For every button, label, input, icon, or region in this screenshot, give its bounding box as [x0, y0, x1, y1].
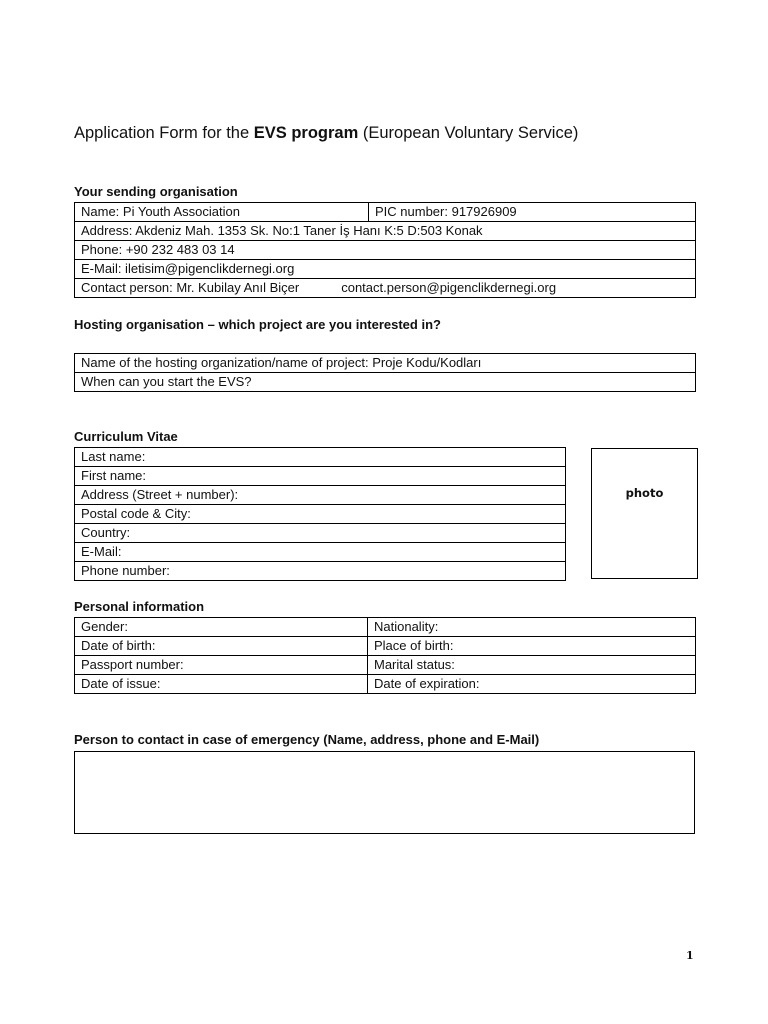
table-row: [75, 524, 566, 543]
table-row: [75, 562, 566, 581]
date-of-expiration-cell[interactable]: Date of expiration:: [368, 675, 696, 694]
cv-postal-cell[interactable]: Postal code & City:: [75, 505, 566, 524]
table-row: [75, 354, 696, 373]
cv-phone-cell[interactable]: Phone number:: [75, 562, 566, 581]
sending-phone-cell[interactable]: Phone: +90 232 483 03 14: [75, 241, 696, 260]
page-title-suffix: (European Voluntary Service): [358, 124, 579, 142]
table-row: [75, 618, 696, 637]
cv-address-cell[interactable]: Address (Street + number):: [75, 486, 566, 505]
sending-organisation-table: [74, 202, 696, 298]
table-row: [75, 260, 696, 279]
sending-name-cell[interactable]: Name: Pi Youth Association: [75, 203, 369, 222]
table-row: [75, 373, 696, 392]
table-row: [75, 675, 696, 694]
personal-information-heading: Personal information: [74, 599, 205, 614]
sending-email-cell[interactable]: E-Mail: iletisim@pigenclikdernegi.org: [75, 260, 696, 279]
contact-person-text: Contact person: Mr. Kubilay Anıl Biçer: [81, 280, 300, 295]
page-number: 1: [686, 949, 694, 962]
page-title-prefix: Application Form for the: [74, 124, 254, 142]
table-row: [75, 486, 566, 505]
hosting-start-cell[interactable]: When can you start the EVS?: [75, 373, 696, 392]
nationality-cell[interactable]: Nationality:: [368, 618, 696, 637]
hosting-organisation-table: [74, 353, 696, 392]
table-row: [75, 505, 566, 524]
emergency-contact-heading: Person to contact in case of emergency (Name, address, phone and E-Mail): [74, 732, 540, 747]
page-title: [74, 124, 578, 143]
table-row: [75, 467, 566, 486]
cv-email-cell[interactable]: E-Mail:: [75, 543, 566, 562]
table-row: [75, 279, 696, 298]
cv-table: [74, 447, 566, 581]
hosting-project-cell[interactable]: Name of the hosting organization/name of project: Proje Kodu/Kodları: [75, 354, 696, 373]
personal-information-table: [74, 617, 696, 694]
table-row: [75, 448, 566, 467]
table-row: [75, 543, 566, 562]
table-row: [75, 241, 696, 260]
date-of-issue-cell[interactable]: Date of issue:: [75, 675, 368, 694]
sending-organisation-heading: Your sending organisation: [74, 184, 238, 199]
cv-first-name-cell[interactable]: First name:: [75, 467, 566, 486]
page-title-bold: EVS program: [253, 124, 359, 142]
contact-email-text: contact.person@pigenclikdernegi.org: [341, 280, 557, 295]
marital-status-cell[interactable]: Marital status:: [368, 656, 696, 675]
sending-address-cell[interactable]: Address: Akdeniz Mah. 1353 Sk. No:1 Taner İş Hanı K:5 D:503 Konak: [75, 222, 696, 241]
gender-cell[interactable]: Gender:: [75, 618, 368, 637]
passport-number-cell[interactable]: Passport number:: [75, 656, 368, 675]
table-row: [75, 203, 696, 222]
cv-heading: Curriculum Vitae: [74, 429, 178, 444]
photo-label: photo: [625, 485, 664, 500]
table-row: [75, 222, 696, 241]
hosting-organisation-heading: Hosting organisation – which project are you interested in?: [74, 317, 441, 332]
cv-country-cell[interactable]: Country:: [75, 524, 566, 543]
emergency-contact-box[interactable]: [74, 751, 695, 834]
photo-box[interactable]: [591, 448, 698, 579]
date-of-birth-cell[interactable]: Date of birth:: [75, 637, 368, 656]
sending-pic-cell[interactable]: PIC number: 917926909: [369, 203, 696, 222]
place-of-birth-cell[interactable]: Place of birth:: [368, 637, 696, 656]
table-row: [75, 637, 696, 656]
cv-last-name-cell[interactable]: Last name:: [75, 448, 566, 467]
table-row: [75, 656, 696, 675]
sending-contact-cell[interactable]: [75, 279, 696, 298]
